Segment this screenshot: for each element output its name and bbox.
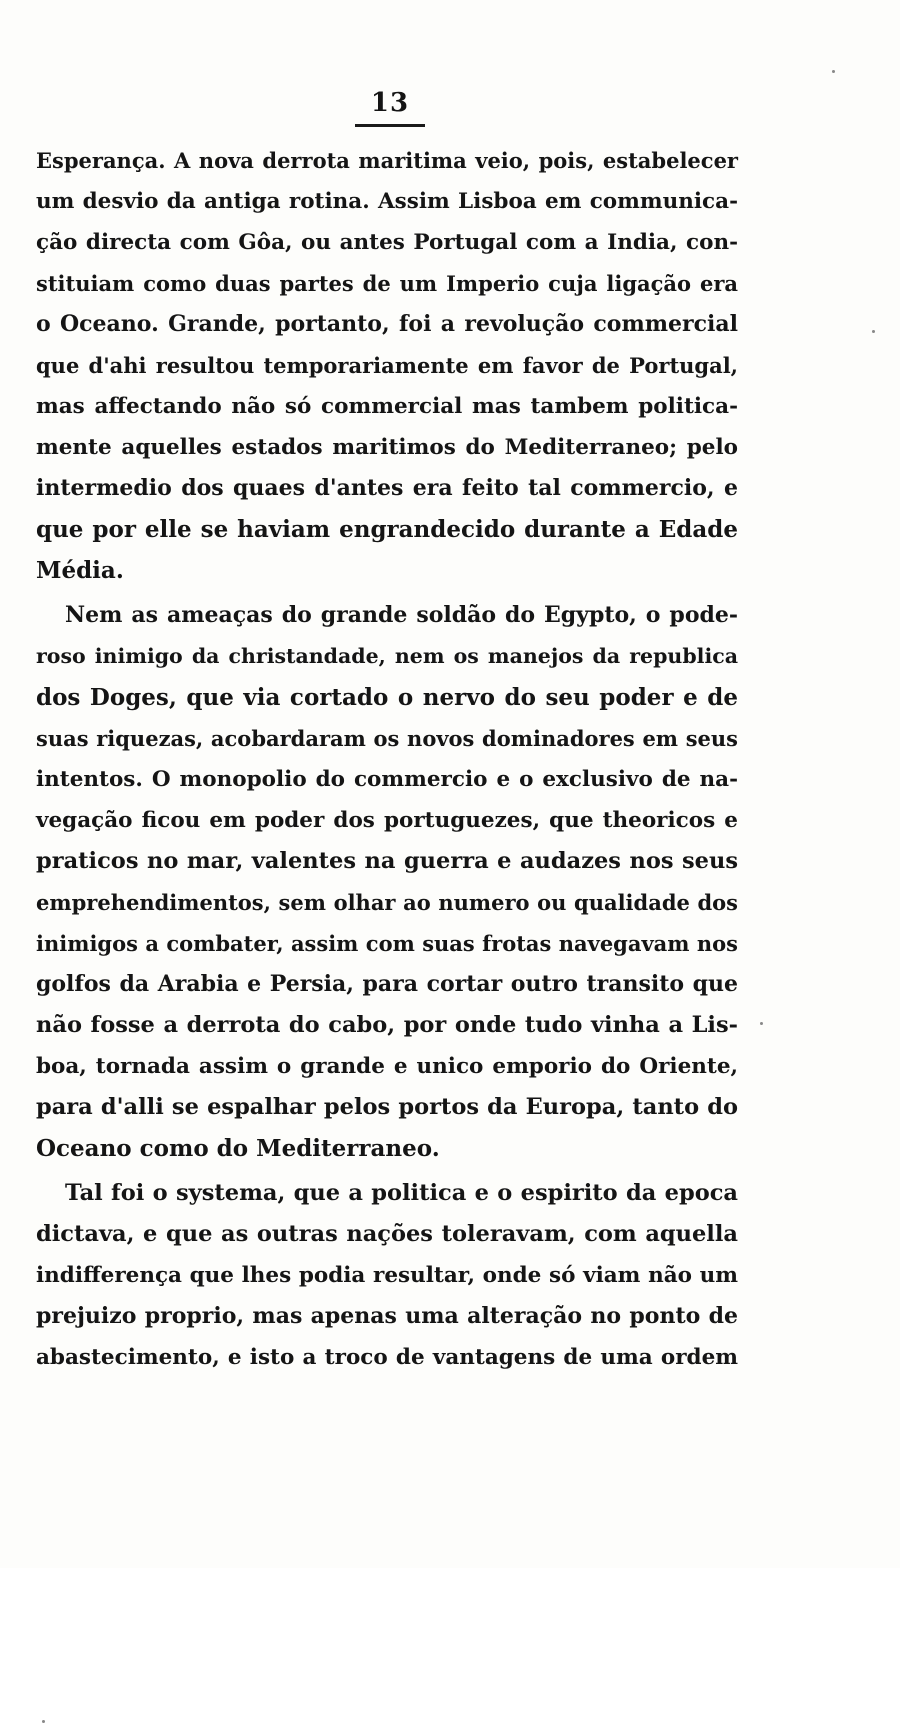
text-line: golfos da Arabia e Persia, para cortar outro transito que: [36, 971, 738, 997]
text-line: para d'alli se espalhar pelos portos da Europa, tanto do: [36, 1094, 738, 1120]
text-line: Tal foi o systema, que a politica e o espirito da epoca: [65, 1180, 738, 1206]
paragraph-1: [36, 140, 738, 591]
text-line: praticos no mar, valentes na guerra e audazes nos seus: [36, 848, 738, 874]
text-line: ção directa com Gôa, ou antes Portugal com a India, con-: [36, 230, 738, 255]
text-line: mas affectando não só commercial mas tambem politica-: [36, 394, 738, 419]
text-line: emprehendimentos, sem olhar ao numero ou qualidade dos: [36, 890, 738, 915]
text-line: Média.: [36, 557, 124, 584]
text-line: inimigos a combater, assim com suas frotas navegavam nos: [36, 931, 738, 956]
text-line: stituiam como duas partes de um Imperio cuja ligação era: [36, 271, 738, 296]
print-speck: [760, 1022, 763, 1025]
text-line: dos Doges, que via cortado o nervo do seu poder e de: [36, 684, 738, 711]
text-line: Esperança. A nova derrota maritima veio, pois, estabelecer: [36, 148, 738, 173]
text-line: intentos. O monopolio do commercio e o exclusivo de na-: [36, 767, 738, 792]
text-line: o Oceano. Grande, portanto, foi a revolução commercial: [36, 311, 738, 337]
text-line: Nem as ameaças do grande soldão do Egypto, o pode-: [65, 602, 738, 628]
text-line: mente aquelles estados maritimos do Mediterraneo; pelo: [36, 435, 738, 460]
text-line: Oceano como do Mediterraneo.: [36, 1135, 440, 1162]
paragraph-2: [36, 595, 738, 1169]
text-line: boa, tornada assim o grande e unico emporio do Oriente,: [36, 1054, 738, 1079]
text-line: roso inimigo da christandade, nem os manejos da republica: [36, 644, 738, 668]
text-line: não fosse a derrota do cabo, por onde tudo vinha a Lis-: [36, 1012, 738, 1038]
text-line: vegação ficou em poder dos portuguezes, que theoricos e: [36, 808, 738, 833]
page-number-rule: [355, 124, 425, 127]
text-line: que d'ahi resultou temporariamente em favor de Portugal,: [36, 353, 738, 378]
text-line: um desvio da antiga rotina. Assim Lisboa em communica-: [36, 189, 738, 214]
print-speck: [832, 70, 835, 73]
page-number: 13: [370, 88, 410, 118]
body-text: [36, 140, 738, 1378]
print-speck: [872, 330, 875, 333]
paragraph-3: [36, 1173, 738, 1378]
text-line: indifferença que lhes podia resultar, onde só viam não um: [36, 1263, 738, 1288]
text-line: que por elle se haviam engrandecido durante a Edade: [36, 516, 738, 543]
text-line: dictava, e que as outras nações toleravam, com aquella: [36, 1221, 738, 1247]
text-line: abastecimento, e isto a troco de vantagens de uma ordem: [36, 1345, 738, 1370]
text-line: prejuizo proprio, mas apenas uma alteração no ponto de: [36, 1303, 738, 1329]
text-line: suas riquezas, acobardaram os novos dominadores em seus: [36, 726, 738, 751]
text-line: intermedio dos quaes d'antes era feito tal commercio, e: [36, 475, 738, 501]
